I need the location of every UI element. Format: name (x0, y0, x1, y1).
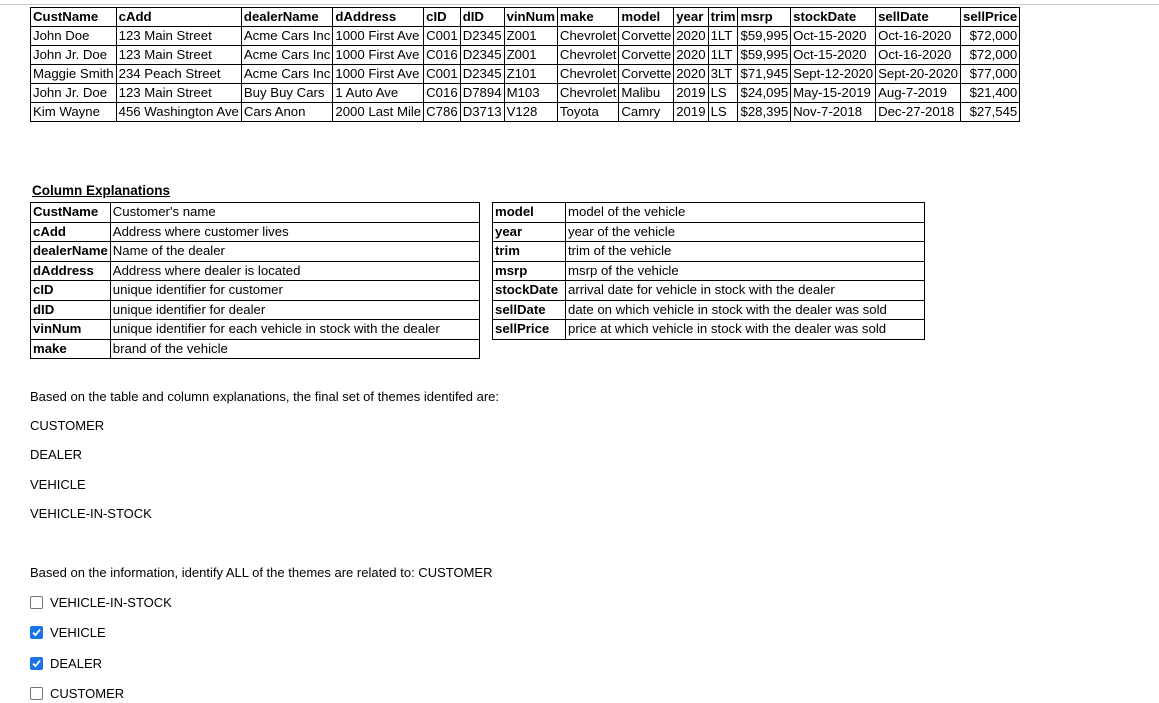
table-cell: Buy Buy Cars (241, 84, 332, 103)
explanation-desc: unique identifier for each vehicle in stock with the dealer (110, 320, 479, 340)
table-row (31, 103, 1020, 122)
explanation-desc: date on which vehicle in stock with the dealer was sold (566, 300, 925, 320)
table-cell: John Jr. Doe (31, 84, 117, 103)
explanation-key: vinNum (31, 320, 111, 340)
table-cell: $21,400 (961, 84, 1020, 103)
explanation-key: make (31, 339, 111, 359)
table-cell: 2019 (674, 84, 708, 103)
explanation-row (31, 242, 480, 262)
column-header: dID (460, 8, 504, 27)
explanation-row (31, 261, 480, 281)
explanation-desc: Customer's name (110, 203, 479, 223)
data-table (30, 7, 1020, 122)
column-header: vinNum (504, 8, 557, 27)
table-cell: Nov-7-2018 (791, 103, 876, 122)
explanation-key: stockDate (493, 281, 566, 301)
table-cell: 2020 (674, 46, 708, 65)
table-cell: C001 (424, 27, 461, 46)
explanation-desc: unique identifier for customer (110, 281, 479, 301)
table-cell: Acme Cars Inc (241, 46, 332, 65)
explanation-key: dealerName (31, 242, 111, 262)
checkmark-icon (32, 659, 41, 668)
table-cell: 1LT (708, 27, 738, 46)
table-cell: D2345 (460, 46, 504, 65)
explanation-desc: year of the vehicle (566, 222, 925, 242)
table-cell: Oct-16-2020 (876, 46, 961, 65)
table-cell: $72,000 (961, 27, 1020, 46)
column-explanations-title: Column Explanations (32, 183, 171, 198)
explanation-key: sellDate (493, 300, 566, 320)
table-cell: Camry (619, 103, 674, 122)
option-label: DEALER (50, 656, 103, 671)
explanation-row (493, 242, 925, 262)
table-cell: D3713 (460, 103, 504, 122)
table-cell: Corvette (619, 46, 674, 65)
column-header: make (557, 8, 618, 27)
explanation-key: sellPrice (493, 320, 566, 340)
table-cell: C016 (424, 46, 461, 65)
table-cell: C001 (424, 65, 461, 84)
table-header-row (31, 8, 1020, 27)
table-cell: M103 (504, 84, 557, 103)
table-cell: Aug-7-2019 (876, 84, 961, 103)
table-cell: 1 Auto Ave (333, 84, 424, 103)
table-cell: Oct-15-2020 (791, 27, 876, 46)
explanation-row (31, 222, 480, 242)
table-cell: 1000 First Ave (333, 27, 424, 46)
table-cell: John Doe (31, 27, 117, 46)
explanation-key: year (493, 222, 566, 242)
table-row (31, 27, 1020, 46)
table-cell: $77,000 (961, 65, 1020, 84)
explanation-row (493, 222, 925, 242)
explanation-key: model (493, 203, 566, 223)
explanation-row (493, 203, 925, 223)
option-vehicle[interactable] (30, 625, 106, 640)
table-row (31, 46, 1020, 65)
column-header: sellPrice (961, 8, 1020, 27)
table-cell: Chevrolet (557, 27, 618, 46)
checkbox[interactable] (30, 626, 43, 639)
column-header: cID (424, 8, 461, 27)
explanation-key: trim (493, 242, 566, 262)
column-header: sellDate (876, 8, 961, 27)
explanation-desc: msrp of the vehicle (566, 261, 925, 281)
checkbox[interactable] (30, 657, 43, 670)
explanation-row (31, 320, 480, 340)
explanation-row (493, 281, 925, 301)
table-cell: $28,395 (738, 103, 791, 122)
table-cell: Acme Cars Inc (241, 65, 332, 84)
table-cell: 123 Main Street (116, 46, 241, 65)
table-cell: D2345 (460, 65, 504, 84)
table-cell: Z001 (504, 27, 557, 46)
table-cell: May-15-2019 (791, 84, 876, 103)
table-cell: John Jr. Doe (31, 46, 117, 65)
theme-item: DEALER (30, 447, 83, 462)
explanation-row (493, 261, 925, 281)
option-label: VEHICLE-IN-STOCK (50, 595, 172, 610)
table-cell: Toyota (557, 103, 618, 122)
explanation-key: msrp (493, 261, 566, 281)
table-cell: 1LT (708, 46, 738, 65)
explanation-row (31, 203, 480, 223)
table-cell: LS (708, 103, 738, 122)
table-cell: Oct-16-2020 (876, 27, 961, 46)
table-cell: $72,000 (961, 46, 1020, 65)
column-header: msrp (738, 8, 791, 27)
table-cell: $59,995 (738, 27, 791, 46)
table-cell: Corvette (619, 65, 674, 84)
table-cell: 123 Main Street (116, 27, 241, 46)
top-divider (0, 4, 1159, 5)
table-cell: Dec-27-2018 (876, 103, 961, 122)
explanation-desc: Name of the dealer (110, 242, 479, 262)
table-cell: Cars Anon (241, 103, 332, 122)
explanation-desc: brand of the vehicle (110, 339, 479, 359)
explanation-desc: Address where dealer is located (110, 261, 479, 281)
theme-item: VEHICLE (30, 477, 86, 492)
table-cell: Chevrolet (557, 65, 618, 84)
table-cell: Sept-20-2020 (876, 65, 961, 84)
option-label: VEHICLE (50, 625, 106, 640)
table-cell: Acme Cars Inc (241, 27, 332, 46)
themes-intro-text: Based on the table and column explanations, the final set of themes identifed are: (30, 389, 500, 404)
table-cell: LS (708, 84, 738, 103)
explanation-row (493, 320, 925, 340)
table-cell: Chevrolet (557, 84, 618, 103)
explanation-key: cID (31, 281, 111, 301)
explanations-table-left (30, 202, 480, 359)
table-row (31, 65, 1020, 84)
column-header: stockDate (791, 8, 876, 27)
explanation-row (493, 300, 925, 320)
table-cell: Z001 (504, 46, 557, 65)
table-cell: 1000 First Ave (333, 65, 424, 84)
column-header: dealerName (241, 8, 332, 27)
checkbox[interactable] (30, 596, 43, 609)
table-cell: $24,095 (738, 84, 791, 103)
theme-item: VEHICLE-IN-STOCK (30, 506, 152, 521)
option-dealer[interactable] (30, 656, 102, 671)
table-cell: 234 Peach Street (116, 65, 241, 84)
explanation-key: cAdd (31, 222, 111, 242)
theme-item: CUSTOMER (30, 418, 105, 433)
explanation-desc: price at which vehicle in stock with the dealer was sold (566, 320, 925, 340)
table-row (31, 84, 1020, 103)
explanations-table-right (492, 202, 925, 340)
explanation-row (31, 300, 480, 320)
table-cell: Chevrolet (557, 46, 618, 65)
option-label: CUSTOMER (50, 686, 125, 701)
checkbox[interactable] (30, 687, 43, 700)
table-cell: Z101 (504, 65, 557, 84)
explanation-key: CustName (31, 203, 111, 223)
table-cell: Maggie Smith (31, 65, 117, 84)
column-header: trim (708, 8, 738, 27)
table-cell: 3LT (708, 65, 738, 84)
explanation-desc: unique identifier for dealer (110, 300, 479, 320)
table-cell: $27,545 (961, 103, 1020, 122)
question-text: Based on the information, identify ALL of the themes are related to: CUSTOMER (30, 565, 493, 580)
table-cell: Sept-12-2020 (791, 65, 876, 84)
table-cell: 2019 (674, 103, 708, 122)
table-cell: 2020 (674, 27, 708, 46)
explanation-desc: Address where customer lives (110, 222, 479, 242)
table-cell: Oct-15-2020 (791, 46, 876, 65)
column-header: year (674, 8, 708, 27)
explanation-desc: arrival date for vehicle in stock with the dealer (566, 281, 925, 301)
table-cell: V128 (504, 103, 557, 122)
table-cell: 123 Main Street (116, 84, 241, 103)
column-header: dAddress (333, 8, 424, 27)
option-customer[interactable] (30, 686, 124, 701)
table-cell: Malibu (619, 84, 674, 103)
checkmark-icon (32, 628, 41, 637)
explanation-row (31, 339, 480, 359)
column-header: cAdd (116, 8, 241, 27)
explanation-desc: model of the vehicle (566, 203, 925, 223)
table-cell: 1000 First Ave (333, 46, 424, 65)
table-cell: C786 (424, 103, 461, 122)
table-cell: Corvette (619, 27, 674, 46)
table-cell: Kim Wayne (31, 103, 117, 122)
table-cell: 2020 (674, 65, 708, 84)
table-cell: 2000 Last Mile (333, 103, 424, 122)
explanation-row (31, 281, 480, 301)
table-cell: 456 Washington Ave (116, 103, 241, 122)
table-cell: C016 (424, 84, 461, 103)
table-cell: $59,995 (738, 46, 791, 65)
column-header: model (619, 8, 674, 27)
explanation-key: dID (31, 300, 111, 320)
table-cell: D2345 (460, 27, 504, 46)
explanation-key: dAddress (31, 261, 111, 281)
explanation-desc: trim of the vehicle (566, 242, 925, 262)
table-cell: D7894 (460, 84, 504, 103)
table-cell: $71,945 (738, 65, 791, 84)
column-header: CustName (31, 8, 117, 27)
option-vehicle-in-stock[interactable] (30, 595, 172, 610)
